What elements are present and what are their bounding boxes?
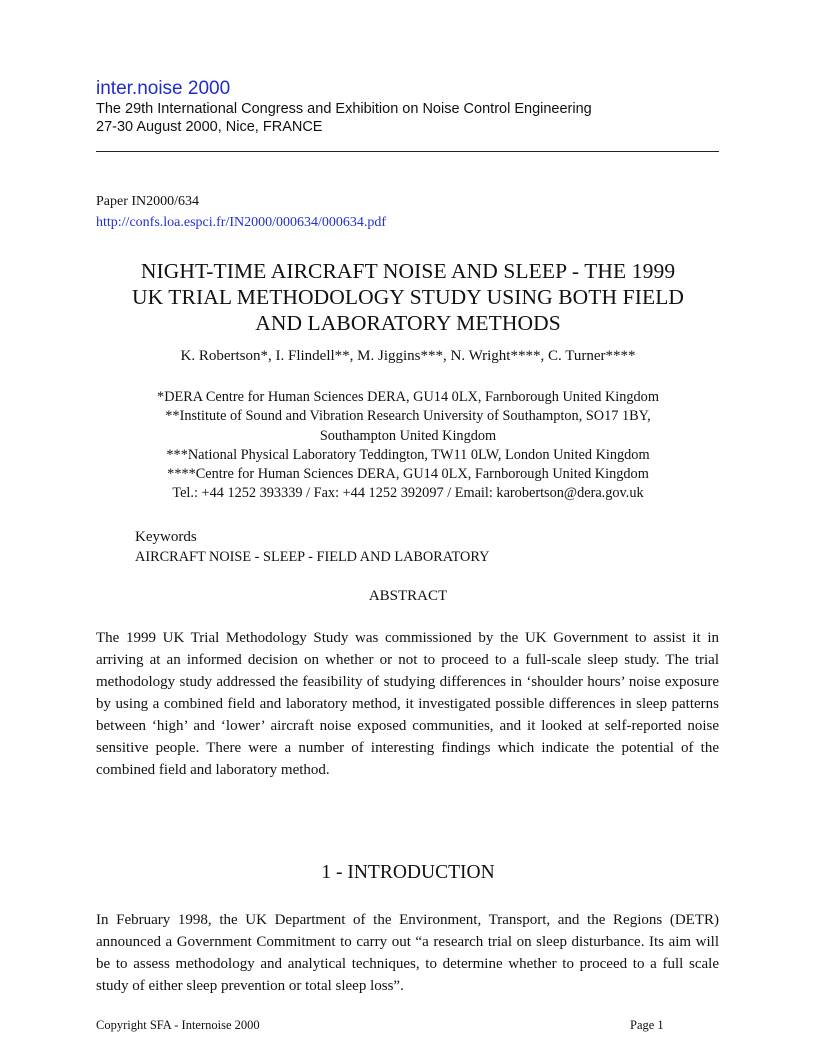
- congress-line: The 29th International Congress and Exhibition on Noise Control Engineering: [96, 101, 592, 117]
- paper-url-link[interactable]: http://confs.loa.espci.fr/IN2000/000634/000634.pdf: [96, 215, 387, 230]
- conference-header: [96, 78, 720, 136]
- footer-copyright: Copyright SFA - Internoise 2000: [96, 1018, 260, 1032]
- title-line: UK TRIAL METHODOLOGY STUDY USING BOTH FIELD: [131, 285, 685, 309]
- title-line: AND LABORATORY METHODS: [255, 311, 561, 335]
- conference-date-place: 27-30 August 2000, Nice, FRANCE: [96, 119, 323, 135]
- title-line: NIGHT-TIME AIRCRAFT NOISE AND SLEEP - THE 1999: [140, 259, 676, 283]
- abstract-text: The 1999 UK Trial Methodology Study was commissioned by the UK Government to assist it in arriving at an informed decision on whether or not to proceed to a full-scale sleep study. The trial methodology study addressed the feasibility of studying differences in ‘shoulder hours’ noise exposure by using a combined field and laboratory method, it investigated possible differences in sleep patterns between ‘high’ and ‘lower’ aircraft noise exposed communities, and it looked at self-reported noise sensitive people. There were a number of interesting findings which indicate the potential of the combined field and laboratory method.: [96, 630, 719, 778]
- affiliations: [96, 388, 720, 504]
- keywords-label: Keywords: [135, 529, 197, 545]
- abstract-heading: ABSTRACT: [368, 588, 448, 604]
- affiliation-line: ****Centre for Human Sciences DERA, GU14 0LX, Farnborough United Kingdom: [167, 466, 649, 483]
- affiliation-line: *DERA Centre for Human Sciences DERA, GU14 0LX, Farnborough United Kingdom: [157, 389, 659, 405]
- introduction-heading: 1 - INTRODUCTION: [321, 862, 495, 883]
- affiliation-line: **Institute of Sound and Vibration Research University of Southampton, SO17 1BY,: [165, 408, 651, 425]
- introduction-text: In February 1998, the UK Department of the Environment, Transport, and the Regions (DETR) announced a Government Commitment to carry out “a research trial on sleep disturbance. Its aim will be to assess methodology and analytical techniques, to determine whether to proceed to a full scale study of either sleep prevention or total sleep loss”.: [96, 912, 719, 994]
- header-divider: [96, 151, 719, 152]
- contact-line: Tel.: +44 1252 393339 / Fax: +44 1252 392097 / Email: karobertson@dera.gov.uk: [172, 485, 644, 502]
- paper-title: [96, 258, 720, 336]
- footer-page-number: Page 1: [630, 1018, 664, 1032]
- paper-id: Paper IN2000/634: [96, 194, 200, 209]
- author-list: K. Robertson*, I. Flindell**, M. Jiggins***, N. Wright****, C. Turner****: [180, 348, 636, 364]
- keywords-value: AIRCRAFT NOISE - SLEEP - FIELD AND LABORATORY: [135, 549, 490, 565]
- affiliation-line: Southampton United Kingdom: [319, 427, 497, 444]
- affiliation-line: ***National Physical Laboratory Teddington, TW11 0LW, London United Kingdom: [166, 446, 650, 463]
- conference-name: inter.noise 2000: [96, 78, 231, 99]
